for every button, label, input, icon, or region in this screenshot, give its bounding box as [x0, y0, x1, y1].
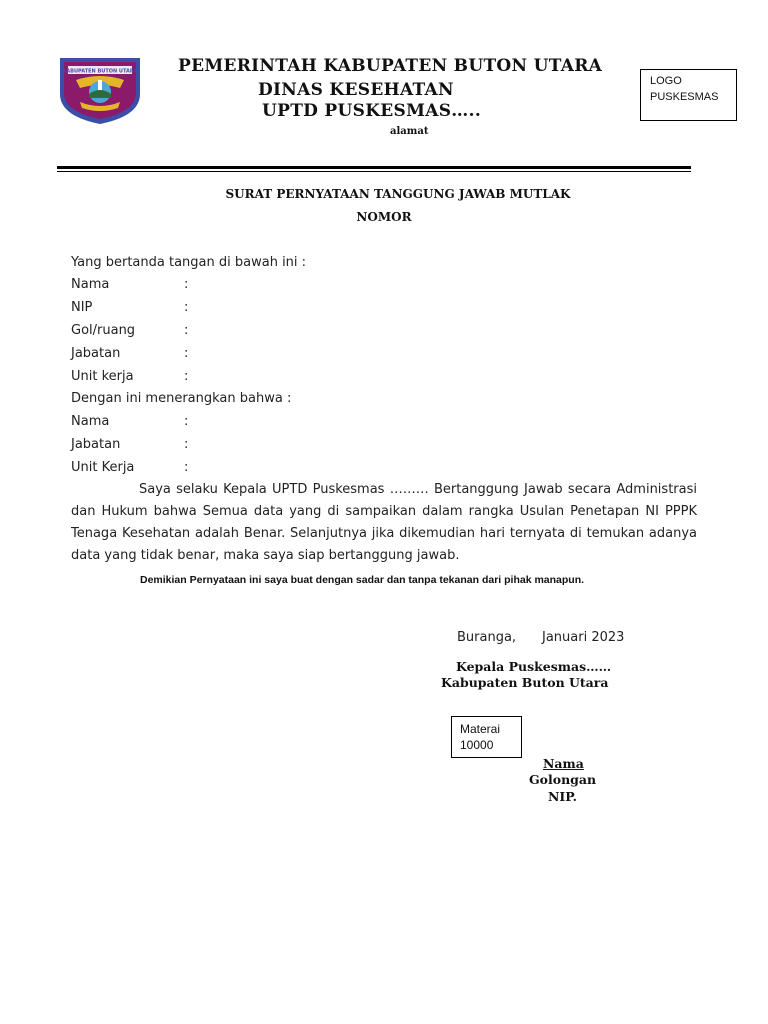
letterhead-divider-thick	[57, 166, 691, 169]
field-colon: :	[184, 437, 189, 452]
field-colon: :	[184, 277, 189, 292]
header-government-line: PEMERINTAH KABUPATEN BUTON UTARA	[178, 56, 603, 76]
field-label: Jabatan	[71, 437, 121, 452]
field-label: Jabatan	[71, 346, 121, 361]
field-label: Gol/ruang	[71, 323, 136, 338]
field-label: Nama	[71, 414, 110, 429]
closing-statement: Demikian Pernyataan ini saya buat dengan sadar dan tanpa tekanan dari pihak manapun.	[140, 574, 585, 586]
field-colon: :	[184, 323, 189, 338]
field-label: Unit kerja	[71, 369, 134, 384]
header-department-line: DINAS KESEHATAN	[258, 80, 454, 100]
field-colon: :	[184, 414, 189, 429]
signature-place: Buranga,	[457, 630, 517, 645]
stamp-value: 10000	[460, 738, 494, 752]
signer-region: Kabupaten Buton Utara	[441, 675, 609, 690]
emblem-text: KABUPATEN BUTON UTARA	[62, 68, 138, 75]
signer-title: Kepala Puskesmas……	[456, 659, 612, 674]
signer-name: Nama	[543, 756, 584, 771]
signature-date: Januari 2023	[542, 630, 625, 645]
signer-rank: Golongan	[529, 772, 597, 787]
field-colon: :	[184, 346, 189, 361]
intro-text: Yang bertanda tangan di bawah ini :	[71, 255, 307, 270]
field-colon: :	[184, 460, 189, 475]
field-label: Nama	[71, 277, 110, 292]
header-puskesmas-line: UPTD PUSKESMAS…..	[262, 101, 482, 121]
kabupaten-emblem-logo	[54, 54, 146, 126]
header-address: alamat	[390, 126, 429, 137]
field-label: Unit Kerja	[71, 460, 135, 475]
intro-text-2: Dengan ini menerangkan bahwa :	[71, 391, 292, 406]
field-label: NIP	[71, 300, 93, 315]
logo-placeholder-line: LOGO	[650, 75, 682, 87]
statement-paragraph: Saya selaku Kepala UPTD Puskesmas ……… Bertanggung Jawab secara Administrasi dan Hukum bahwa Semua data yang di sampaikan dalam rangka Usulan Penetapan NI PPPK Tenaga Kesehatan adalah Benar. Selanjutnya jika dikemudian hari ternyata di temukan adanya data yang tidak benar, maka saya siap bertanggung jawab.	[71, 482, 697, 563]
document-number-label: NOMOR	[356, 210, 412, 224]
logo-placeholder-line: PUSKESMAS	[650, 91, 719, 103]
stamp-duty-box	[451, 716, 522, 758]
field-colon: :	[184, 300, 189, 315]
letterhead-divider-thin	[57, 171, 691, 172]
puskesmas-logo-placeholder	[640, 69, 737, 121]
field-colon: :	[184, 369, 189, 384]
document-title: SURAT PERNYATAAN TANGGUNG JAWAB MUTLAK	[225, 187, 571, 201]
stamp-label: Materai	[460, 722, 501, 736]
signer-nip: NIP.	[548, 789, 577, 804]
